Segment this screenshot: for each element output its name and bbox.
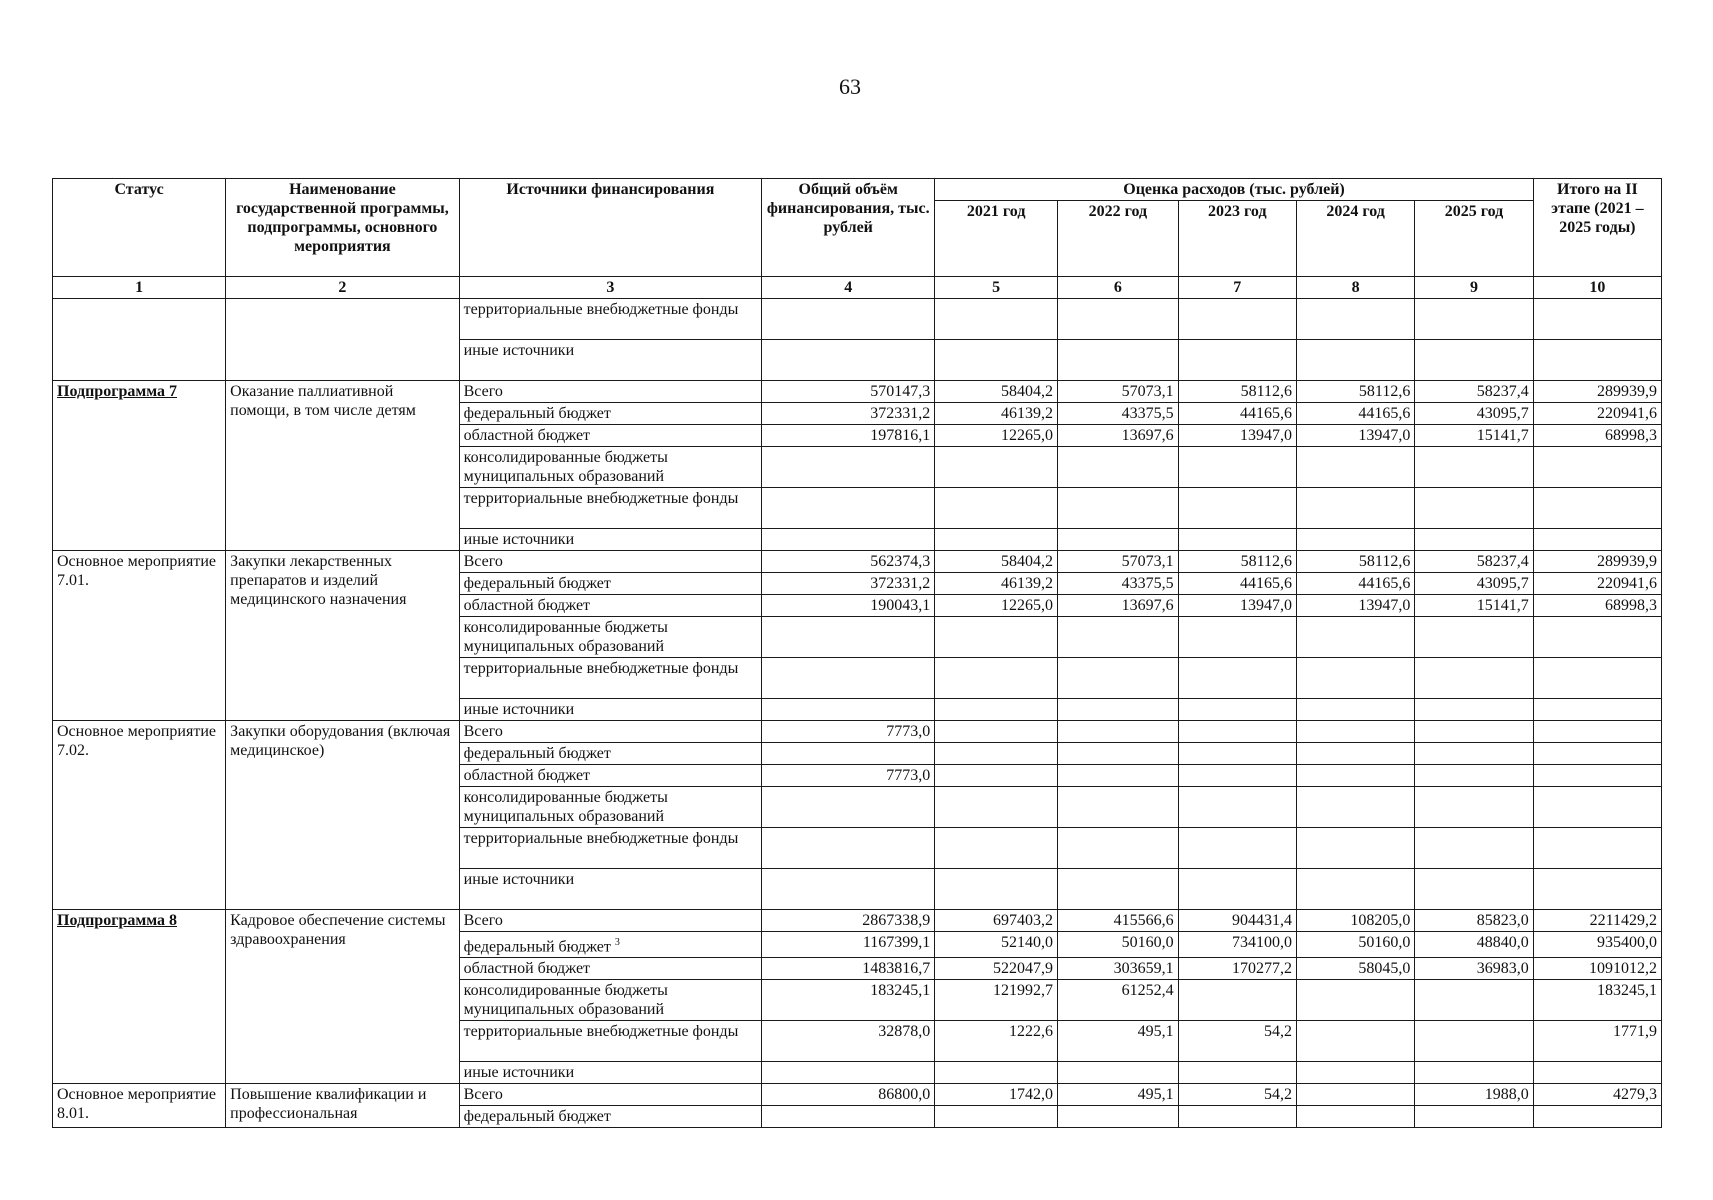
y2024-cell bbox=[1296, 488, 1414, 529]
y2024-cell: 58112,6 bbox=[1296, 551, 1414, 573]
y2023-cell: 44165,6 bbox=[1178, 573, 1296, 595]
y2025-cell bbox=[1415, 869, 1533, 910]
y2023-cell bbox=[1178, 828, 1296, 869]
header-2022: 2022 год bbox=[1058, 201, 1179, 277]
y2024-cell bbox=[1296, 1062, 1414, 1084]
y2023-cell bbox=[1178, 765, 1296, 787]
y2024-cell bbox=[1296, 1084, 1414, 1106]
source-label: Всего bbox=[463, 723, 503, 740]
itogo-cell bbox=[1533, 488, 1661, 529]
itogo-cell bbox=[1533, 1106, 1661, 1128]
header-status: Статус bbox=[53, 179, 226, 277]
y2023-cell bbox=[1178, 529, 1296, 551]
y2025-cell bbox=[1415, 765, 1533, 787]
y2025-cell bbox=[1415, 299, 1533, 340]
total-cell bbox=[762, 699, 935, 721]
status-cell: Основное мероприятие 7.02. bbox=[53, 721, 226, 910]
source-label: федеральный бюджет bbox=[463, 1108, 611, 1126]
y2021-cell: 46139,2 bbox=[935, 573, 1058, 595]
y2021-cell bbox=[935, 869, 1058, 910]
y2021-cell: 697403,2 bbox=[935, 910, 1058, 932]
source-cell bbox=[459, 551, 762, 573]
itogo-cell bbox=[1533, 529, 1661, 551]
y2022-cell bbox=[1058, 447, 1179, 488]
name-cell bbox=[226, 299, 459, 381]
table-row bbox=[53, 721, 1662, 743]
y2023-cell: 54,2 bbox=[1178, 1084, 1296, 1106]
financing-table bbox=[52, 178, 1662, 1128]
source-label: федеральный бюджет bbox=[463, 405, 611, 422]
header-sources: Источники финансирования bbox=[459, 179, 762, 277]
itogo-cell: 935400,0 bbox=[1533, 932, 1661, 958]
y2023-cell: 904431,4 bbox=[1178, 910, 1296, 932]
y2022-cell bbox=[1058, 1062, 1179, 1084]
y2022-cell: 50160,0 bbox=[1058, 932, 1179, 958]
itogo-cell: 2211429,2 bbox=[1533, 910, 1661, 932]
y2021-cell bbox=[935, 488, 1058, 529]
y2025-cell: 1988,0 bbox=[1415, 1084, 1533, 1106]
name-cell: Повышение квалификации и профессиональная bbox=[226, 1084, 459, 1128]
source-label: территориальные внебюджетные фонды bbox=[463, 660, 739, 677]
y2025-cell: 85823,0 bbox=[1415, 910, 1533, 932]
source-cell bbox=[459, 617, 762, 658]
itogo-cell bbox=[1533, 299, 1661, 340]
y2022-cell: 57073,1 bbox=[1058, 381, 1179, 403]
total-cell bbox=[762, 617, 935, 658]
itogo-cell: 220941,6 bbox=[1533, 403, 1661, 425]
y2023-cell: 58112,6 bbox=[1178, 551, 1296, 573]
source-cell bbox=[459, 958, 762, 980]
source-label: консолидированные бюджеты муниципальных образований bbox=[463, 982, 668, 1019]
itogo-cell: 4279,3 bbox=[1533, 1084, 1661, 1106]
y2021-cell bbox=[935, 340, 1058, 381]
y2023-cell bbox=[1178, 869, 1296, 910]
name-cell: Оказание паллиативной помощи, в том числе детям bbox=[226, 381, 459, 551]
source-cell bbox=[459, 743, 762, 765]
table-row bbox=[53, 910, 1662, 932]
source-label: федеральный бюджет bbox=[463, 745, 611, 762]
total-cell bbox=[762, 658, 935, 699]
y2022-cell: 43375,5 bbox=[1058, 403, 1179, 425]
y2022-cell bbox=[1058, 658, 1179, 699]
y2024-cell bbox=[1296, 765, 1414, 787]
y2021-cell bbox=[935, 1106, 1058, 1128]
source-cell bbox=[459, 869, 762, 910]
y2021-cell: 12265,0 bbox=[935, 595, 1058, 617]
y2021-cell bbox=[935, 699, 1058, 721]
header-2024: 2024 год bbox=[1296, 201, 1414, 277]
source-cell: иные источники bbox=[459, 340, 762, 381]
source-cell bbox=[459, 787, 762, 828]
header-2023: 2023 год bbox=[1178, 201, 1296, 277]
y2022-cell bbox=[1058, 721, 1179, 743]
y2023-cell bbox=[1178, 658, 1296, 699]
total-cell: 32878,0 bbox=[762, 1021, 935, 1062]
y2022-cell bbox=[1058, 529, 1179, 551]
y2024-cell: 44165,6 bbox=[1296, 403, 1414, 425]
y2022-cell bbox=[1058, 340, 1179, 381]
itogo-cell bbox=[1533, 721, 1661, 743]
source-cell bbox=[459, 595, 762, 617]
source-label: консолидированные бюджеты муниципальных образований bbox=[463, 619, 668, 655]
y2024-cell bbox=[1296, 299, 1414, 340]
column-number: 1 bbox=[53, 277, 226, 299]
y2022-cell: 415566,6 bbox=[1058, 910, 1179, 932]
y2022-cell bbox=[1058, 765, 1179, 787]
source-label: территориальные внебюджетные фонды bbox=[463, 1023, 739, 1041]
y2022-cell bbox=[1058, 828, 1179, 869]
column-number: 3 bbox=[459, 277, 762, 299]
source-cell bbox=[459, 932, 762, 958]
y2022-cell: 61252,4 bbox=[1058, 980, 1179, 1021]
total-cell: 1483816,7 bbox=[762, 958, 935, 980]
itogo-cell: 1091012,2 bbox=[1533, 958, 1661, 980]
y2024-cell bbox=[1296, 447, 1414, 488]
itogo-cell: 289939,9 bbox=[1533, 551, 1661, 573]
y2024-cell: 58112,6 bbox=[1296, 381, 1414, 403]
y2025-cell bbox=[1415, 787, 1533, 828]
column-number: 7 bbox=[1178, 277, 1296, 299]
y2025-cell bbox=[1415, 1106, 1533, 1128]
y2024-cell: 13947,0 bbox=[1296, 595, 1414, 617]
y2021-cell bbox=[935, 828, 1058, 869]
source-label: областной бюджет bbox=[463, 597, 591, 614]
y2023-cell bbox=[1178, 721, 1296, 743]
source-cell bbox=[459, 910, 762, 932]
source-cell bbox=[459, 1021, 762, 1062]
source-cell bbox=[459, 828, 762, 869]
column-number: 6 bbox=[1058, 277, 1179, 299]
source-cell bbox=[459, 980, 762, 1021]
total-cell: 372331,2 bbox=[762, 573, 935, 595]
itogo-cell bbox=[1533, 447, 1661, 488]
column-numbers-row bbox=[53, 277, 1662, 299]
y2022-cell bbox=[1058, 787, 1179, 828]
y2025-cell: 58237,4 bbox=[1415, 551, 1533, 573]
y2025-cell bbox=[1415, 658, 1533, 699]
itogo-cell bbox=[1533, 1062, 1661, 1084]
itogo-cell: 220941,6 bbox=[1533, 573, 1661, 595]
name-cell: Закупки оборудования (включая медицинское) bbox=[226, 721, 459, 910]
y2021-cell: 58404,2 bbox=[935, 381, 1058, 403]
source-label: областной бюджет bbox=[463, 427, 591, 444]
column-number: 10 bbox=[1533, 277, 1661, 299]
y2021-cell: 52140,0 bbox=[935, 932, 1058, 958]
y2023-cell: 170277,2 bbox=[1178, 958, 1296, 980]
header-total: Общий объём финансирования, тыс. рублей bbox=[762, 179, 935, 277]
total-cell: 190043,1 bbox=[762, 595, 935, 617]
y2022-cell bbox=[1058, 699, 1179, 721]
y2025-cell bbox=[1415, 529, 1533, 551]
y2022-cell bbox=[1058, 617, 1179, 658]
y2025-cell bbox=[1415, 743, 1533, 765]
column-number: 4 bbox=[762, 277, 935, 299]
source-label: федеральный бюджет bbox=[463, 938, 611, 956]
y2023-cell: 58112,6 bbox=[1178, 381, 1296, 403]
itogo-cell: 1771,9 bbox=[1533, 1021, 1661, 1062]
y2022-cell: 13697,6 bbox=[1058, 595, 1179, 617]
itogo-cell: 68998,3 bbox=[1533, 595, 1661, 617]
header-estimate: Оценка расходов (тыс. рублей) bbox=[935, 179, 1533, 201]
footnote-marker: 3 bbox=[614, 937, 620, 948]
total-cell: 1167399,1 bbox=[762, 932, 935, 958]
y2021-cell: 1222,6 bbox=[935, 1021, 1058, 1062]
y2024-cell bbox=[1296, 340, 1414, 381]
name-cell: Кадровое обеспечение системы здравоохранения bbox=[226, 910, 459, 1084]
column-number: 8 bbox=[1296, 277, 1414, 299]
y2021-cell: 522047,9 bbox=[935, 958, 1058, 980]
y2022-cell: 13697,6 bbox=[1058, 425, 1179, 447]
y2024-cell bbox=[1296, 699, 1414, 721]
y2024-cell: 13947,0 bbox=[1296, 425, 1414, 447]
y2024-cell bbox=[1296, 787, 1414, 828]
y2022-cell bbox=[1058, 1106, 1179, 1128]
y2021-cell bbox=[935, 1062, 1058, 1084]
source-label: территориальные внебюджетные фонды bbox=[463, 830, 739, 847]
y2022-cell: 303659,1 bbox=[1058, 958, 1179, 980]
source-label: Всего bbox=[463, 553, 503, 570]
y2021-cell bbox=[935, 787, 1058, 828]
itogo-cell bbox=[1533, 828, 1661, 869]
y2025-cell: 43095,7 bbox=[1415, 573, 1533, 595]
column-number: 5 bbox=[935, 277, 1058, 299]
total-cell: 7773,0 bbox=[762, 765, 935, 787]
total-cell: 570147,3 bbox=[762, 381, 935, 403]
y2023-cell: 13947,0 bbox=[1178, 425, 1296, 447]
table-row bbox=[53, 299, 1662, 340]
source-label: территориальные внебюджетные фонды bbox=[463, 490, 739, 507]
itogo-cell: 183245,1 bbox=[1533, 980, 1661, 1021]
y2024-cell bbox=[1296, 529, 1414, 551]
header-2021: 2021 год bbox=[935, 201, 1058, 277]
y2022-cell bbox=[1058, 869, 1179, 910]
y2025-cell bbox=[1415, 721, 1533, 743]
y2025-cell: 58237,4 bbox=[1415, 381, 1533, 403]
y2021-cell: 12265,0 bbox=[935, 425, 1058, 447]
y2023-cell bbox=[1178, 447, 1296, 488]
y2021-cell bbox=[935, 299, 1058, 340]
y2025-cell: 36983,0 bbox=[1415, 958, 1533, 980]
itogo-cell: 68998,3 bbox=[1533, 425, 1661, 447]
total-cell bbox=[762, 1106, 935, 1128]
source-cell bbox=[459, 529, 762, 551]
itogo-cell bbox=[1533, 699, 1661, 721]
y2025-cell bbox=[1415, 828, 1533, 869]
total-cell bbox=[762, 828, 935, 869]
source-label: иные источники bbox=[463, 531, 575, 548]
total-cell: 197816,1 bbox=[762, 425, 935, 447]
header-2025: 2025 год bbox=[1415, 201, 1533, 277]
y2025-cell bbox=[1415, 1021, 1533, 1062]
header-itogo: Итого на II этапе (2021 – 2025 годы) bbox=[1533, 179, 1661, 277]
total-cell: 7773,0 bbox=[762, 721, 935, 743]
source-label: областной бюджет bbox=[463, 960, 591, 978]
y2024-cell bbox=[1296, 721, 1414, 743]
y2023-cell bbox=[1178, 1106, 1296, 1128]
y2022-cell bbox=[1058, 299, 1179, 340]
itogo-cell bbox=[1533, 617, 1661, 658]
y2023-cell: 44165,6 bbox=[1178, 403, 1296, 425]
source-cell bbox=[459, 403, 762, 425]
source-cell bbox=[459, 425, 762, 447]
total-cell bbox=[762, 488, 935, 529]
y2024-cell bbox=[1296, 980, 1414, 1021]
itogo-cell: 289939,9 bbox=[1533, 381, 1661, 403]
y2024-cell bbox=[1296, 617, 1414, 658]
source-cell bbox=[459, 1106, 762, 1128]
itogo-cell bbox=[1533, 340, 1661, 381]
y2021-cell bbox=[935, 721, 1058, 743]
total-cell bbox=[762, 743, 935, 765]
y2023-cell: 734100,0 bbox=[1178, 932, 1296, 958]
y2024-cell bbox=[1296, 743, 1414, 765]
y2023-cell bbox=[1178, 787, 1296, 828]
total-cell: 562374,3 bbox=[762, 551, 935, 573]
source-cell bbox=[459, 658, 762, 699]
y2024-cell bbox=[1296, 869, 1414, 910]
status-cell: Основное мероприятие 7.01. bbox=[53, 551, 226, 721]
y2021-cell bbox=[935, 447, 1058, 488]
source-label: иные источники bbox=[463, 1064, 575, 1082]
source-label: областной бюджет bbox=[463, 767, 591, 784]
y2024-cell bbox=[1296, 828, 1414, 869]
y2023-cell bbox=[1178, 743, 1296, 765]
y2024-cell: 108205,0 bbox=[1296, 910, 1414, 932]
source-label: Всего bbox=[463, 912, 503, 929]
itogo-cell bbox=[1533, 787, 1661, 828]
source-cell bbox=[459, 765, 762, 787]
y2021-cell: 1742,0 bbox=[935, 1084, 1058, 1106]
total-cell bbox=[762, 340, 935, 381]
y2024-cell: 50160,0 bbox=[1296, 932, 1414, 958]
table-row bbox=[53, 1084, 1662, 1106]
y2025-cell bbox=[1415, 617, 1533, 658]
column-number: 9 bbox=[1415, 277, 1533, 299]
y2023-cell bbox=[1178, 617, 1296, 658]
y2025-cell bbox=[1415, 488, 1533, 529]
y2023-cell bbox=[1178, 699, 1296, 721]
y2021-cell bbox=[935, 765, 1058, 787]
y2024-cell: 44165,6 bbox=[1296, 573, 1414, 595]
y2022-cell bbox=[1058, 743, 1179, 765]
table-row bbox=[53, 381, 1662, 403]
source-label: консолидированные бюджеты муниципальных образований bbox=[463, 789, 668, 825]
y2021-cell: 46139,2 bbox=[935, 403, 1058, 425]
y2025-cell bbox=[1415, 447, 1533, 488]
itogo-cell bbox=[1533, 743, 1661, 765]
y2024-cell bbox=[1296, 1106, 1414, 1128]
source-cell: территориальные внебюджетные фонды bbox=[459, 299, 762, 340]
y2023-cell: 13947,0 bbox=[1178, 595, 1296, 617]
y2023-cell bbox=[1178, 340, 1296, 381]
y2025-cell: 15141,7 bbox=[1415, 595, 1533, 617]
y2021-cell: 121992,7 bbox=[935, 980, 1058, 1021]
y2025-cell bbox=[1415, 980, 1533, 1021]
total-cell bbox=[762, 869, 935, 910]
y2022-cell bbox=[1058, 488, 1179, 529]
y2025-cell bbox=[1415, 699, 1533, 721]
y2023-cell: 54,2 bbox=[1178, 1021, 1296, 1062]
source-cell bbox=[459, 381, 762, 403]
itogo-cell bbox=[1533, 658, 1661, 699]
page-number: 63 bbox=[839, 74, 861, 99]
total-cell: 86800,0 bbox=[762, 1084, 935, 1106]
source-cell bbox=[459, 488, 762, 529]
status-cell: Подпрограмма 8 bbox=[53, 910, 226, 1084]
source-label: федеральный бюджет bbox=[463, 575, 611, 592]
source-cell bbox=[459, 447, 762, 488]
y2023-cell bbox=[1178, 488, 1296, 529]
y2025-cell bbox=[1415, 1062, 1533, 1084]
y2022-cell: 495,1 bbox=[1058, 1084, 1179, 1106]
total-cell bbox=[762, 447, 935, 488]
y2021-cell bbox=[935, 529, 1058, 551]
y2022-cell: 495,1 bbox=[1058, 1021, 1179, 1062]
y2024-cell bbox=[1296, 658, 1414, 699]
source-cell bbox=[459, 1062, 762, 1084]
source-label: Всего bbox=[463, 383, 503, 400]
source-cell bbox=[459, 573, 762, 595]
y2022-cell: 43375,5 bbox=[1058, 573, 1179, 595]
y2024-cell bbox=[1296, 1021, 1414, 1062]
y2021-cell bbox=[935, 617, 1058, 658]
source-cell bbox=[459, 1084, 762, 1106]
y2025-cell: 43095,7 bbox=[1415, 403, 1533, 425]
y2024-cell: 58045,0 bbox=[1296, 958, 1414, 980]
source-label: Всего bbox=[463, 1086, 503, 1104]
source-cell bbox=[459, 699, 762, 721]
y2023-cell bbox=[1178, 1062, 1296, 1084]
total-cell: 183245,1 bbox=[762, 980, 935, 1021]
y2025-cell: 15141,7 bbox=[1415, 425, 1533, 447]
header-name: Наименование государственной программы, подпрограммы, основного мероприятия bbox=[226, 179, 459, 277]
source-label: иные источники bbox=[463, 871, 575, 888]
source-label: консолидированные бюджеты муниципальных образований bbox=[463, 449, 668, 485]
y2021-cell bbox=[935, 658, 1058, 699]
y2022-cell: 57073,1 bbox=[1058, 551, 1179, 573]
status-cell: Подпрограмма 7 bbox=[53, 381, 226, 551]
column-number: 2 bbox=[226, 277, 459, 299]
itogo-cell bbox=[1533, 869, 1661, 910]
total-cell: 372331,2 bbox=[762, 403, 935, 425]
status-cell: Основное мероприятие 8.01. bbox=[53, 1084, 226, 1128]
source-cell bbox=[459, 721, 762, 743]
status-cell bbox=[53, 299, 226, 381]
source-label: иные источники bbox=[463, 701, 575, 718]
table-row bbox=[53, 551, 1662, 573]
y2021-cell bbox=[935, 743, 1058, 765]
y2023-cell bbox=[1178, 980, 1296, 1021]
total-cell bbox=[762, 787, 935, 828]
y2025-cell: 48840,0 bbox=[1415, 932, 1533, 958]
total-cell bbox=[762, 299, 935, 340]
itogo-cell bbox=[1533, 765, 1661, 787]
y2025-cell bbox=[1415, 340, 1533, 381]
total-cell bbox=[762, 1062, 935, 1084]
name-cell: Закупки лекарственных препаратов и изделий медицинского назначения bbox=[226, 551, 459, 721]
total-cell bbox=[762, 529, 935, 551]
y2021-cell: 58404,2 bbox=[935, 551, 1058, 573]
total-cell: 2867338,9 bbox=[762, 910, 935, 932]
table-body bbox=[53, 299, 1662, 1128]
y2023-cell bbox=[1178, 299, 1296, 340]
